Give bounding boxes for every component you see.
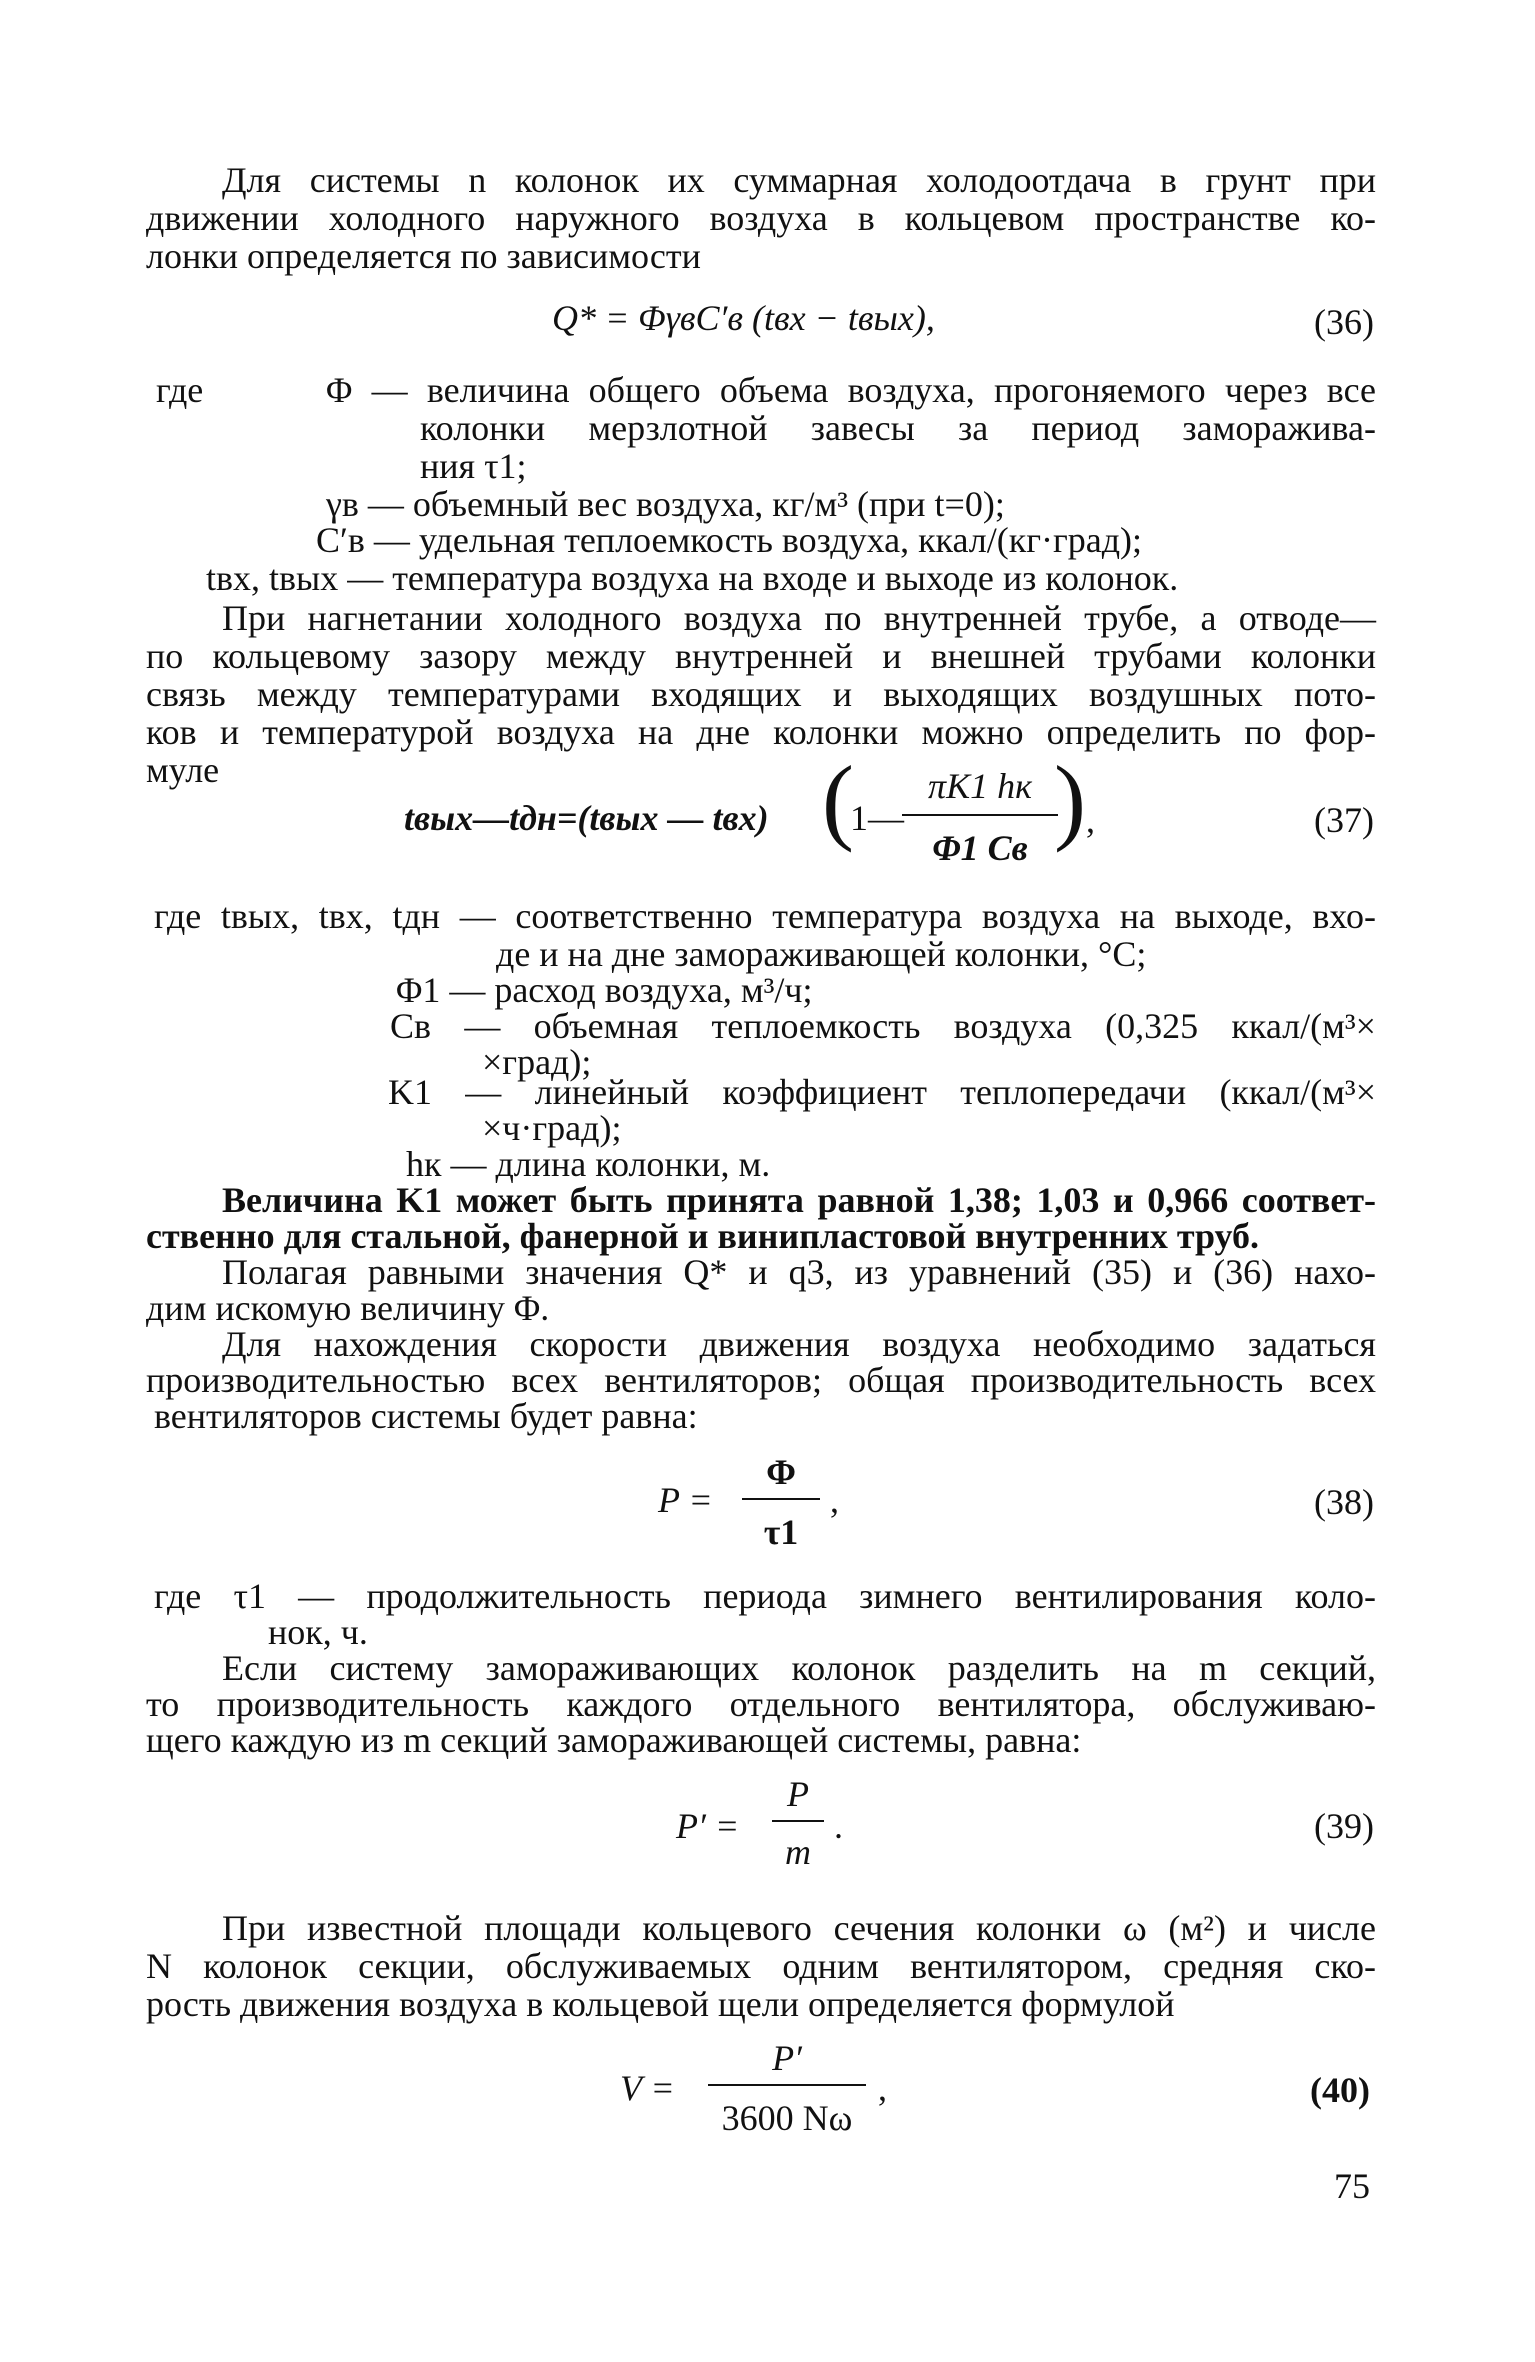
equation-tail: .: [834, 1806, 843, 1846]
text-line: лонки определяется по зависимости: [146, 236, 701, 276]
equation-number: (36): [1314, 302, 1374, 342]
fraction-numerator: P′: [772, 2038, 802, 2078]
fraction-denominator: 3600 Nω: [721, 2098, 853, 2138]
fraction-numerator: P: [787, 1774, 809, 1814]
text-line: Величина K1 может быть принята равной 1,38; 1,03 и 0,966 соответ-: [222, 1180, 1376, 1220]
equation-40-lhs: V =: [620, 2068, 675, 2108]
text-line: движении холодного наружного воздуха в кольцевом пространстве ко-: [146, 198, 1376, 238]
definition-line: где tвых, tвх, tдн — соответственно температура воздуха на выходе, вхо-: [154, 896, 1376, 936]
fraction-bar: [772, 1820, 824, 1822]
definition-line: tвх, tвых — температура воздуха на входе и выходе из колонок.: [206, 558, 1179, 598]
text-line: то производительность каждого отдельного вентилятора, обслуживаю-: [146, 1684, 1376, 1724]
text-line: При известной площади кольцевого сечения колонки ω (м²) и числе: [222, 1908, 1376, 1948]
text-line: N колонок секции, обслуживаемых одним вентилятором, средняя ско-: [146, 1946, 1376, 1986]
equation-number: (40): [1310, 2070, 1370, 2110]
equation-number: (39): [1314, 1806, 1374, 1846]
definition-line: ×град);: [482, 1042, 592, 1082]
equation-36: Q* = ΦγвC′в (tвх − tвых),: [552, 298, 935, 338]
equation-37-lhs: tвых—tдн=(tвых — tвх): [404, 798, 769, 838]
text-line: муле: [146, 750, 220, 790]
fraction-numerator: πK1 hк: [928, 766, 1032, 806]
text-line: производительностью всех вентиляторов; общая производительность всех: [146, 1360, 1376, 1400]
definition-line: K1 — линейный коэффициент теплопередачи (ккал/(м³×: [388, 1072, 1376, 1112]
definition-line: Cв — объемная теплоемкость воздуха (0,325 ккал/(м³×: [390, 1006, 1376, 1046]
where-label: где: [156, 370, 204, 410]
fraction-denominator: Φ1 Cв: [932, 828, 1028, 868]
text-line: дим искомую величину Φ.: [146, 1288, 550, 1328]
fraction-denominator: τ1: [763, 1512, 799, 1552]
definition-line: Φ1 — расход воздуха, м³/ч;: [396, 970, 813, 1010]
text-line: щего каждую из m секций замораживающей системы, равна:: [146, 1720, 1082, 1760]
text-line: Если систему замораживающих колонок разделить на m секций,: [222, 1648, 1376, 1688]
fraction-bar: [902, 814, 1058, 816]
text-line: Для системы n колонок их суммарная холодоотдача в грунт при: [222, 160, 1376, 200]
text-line: При нагнетании холодного воздуха по внутренней трубе, а отводе—: [222, 598, 1376, 638]
text-line: ственно для стальной, фанерной и винипластовой внутренних труб.: [146, 1216, 1260, 1256]
equation-number: (37): [1314, 800, 1374, 840]
right-paren: ): [1054, 746, 1086, 853]
definition-line: ×ч·град);: [482, 1108, 622, 1148]
text-line: по кольцевому зазору между внутренней и внешней трубами колонки: [146, 636, 1376, 676]
equation-tail: ,: [830, 1480, 839, 1520]
page-number: 75: [1334, 2166, 1370, 2206]
left-paren: (: [822, 746, 854, 853]
definition-line: де и на дне замораживающей колонки, °С;: [496, 934, 1147, 974]
definition-line: hк — длина колонки, м.: [406, 1144, 771, 1184]
fraction-bar: [708, 2084, 866, 2086]
fraction-bar: [742, 1498, 820, 1500]
definition-line: Φ — величина общего объема воздуха, прогоняемого через все: [326, 370, 1376, 410]
equation-38-lhs: P =: [658, 1480, 713, 1520]
text-line: вентиляторов системы будет равна:: [154, 1396, 698, 1436]
definition-line: где τ1 — продолжительность периода зимнего вентилирования коло-: [154, 1576, 1376, 1616]
equation-39-lhs: P′ =: [676, 1806, 740, 1846]
equation-number: (38): [1314, 1482, 1374, 1522]
text-line: Полагая равными значения Q* и q3, из уравнений (35) и (36) нахо-: [222, 1252, 1376, 1292]
text-line: Для нахождения скорости движения воздуха необходимо задаться: [222, 1324, 1376, 1364]
definition-line: C′в — удельная теплоемкость воздуха, ккал/(кг·град);: [316, 520, 1143, 560]
fraction-denominator: m: [785, 1832, 811, 1872]
text-line: связь между температурами входящих и выходящих воздушных пото-: [146, 674, 1376, 714]
text-line: ков и температурой воздуха на дне колонки можно определить по фор-: [146, 712, 1376, 752]
definition-line: ния τ1;: [420, 446, 527, 486]
definition-line: колонки мерзлотной завесы за период заморажива-: [420, 408, 1376, 448]
definition-line: нок, ч.: [268, 1612, 368, 1652]
equation-37-one: 1—: [850, 798, 904, 838]
equation-tail: ,: [878, 2068, 887, 2108]
definition-line: γв — объемный вес воздуха, кг/м³ (при t=0);: [326, 484, 1005, 524]
fraction-numerator: Φ: [766, 1452, 796, 1492]
equation-tail: ,: [1086, 800, 1095, 840]
text-line: рость движения воздуха в кольцевой щели определяется формулой: [146, 1984, 1175, 2024]
